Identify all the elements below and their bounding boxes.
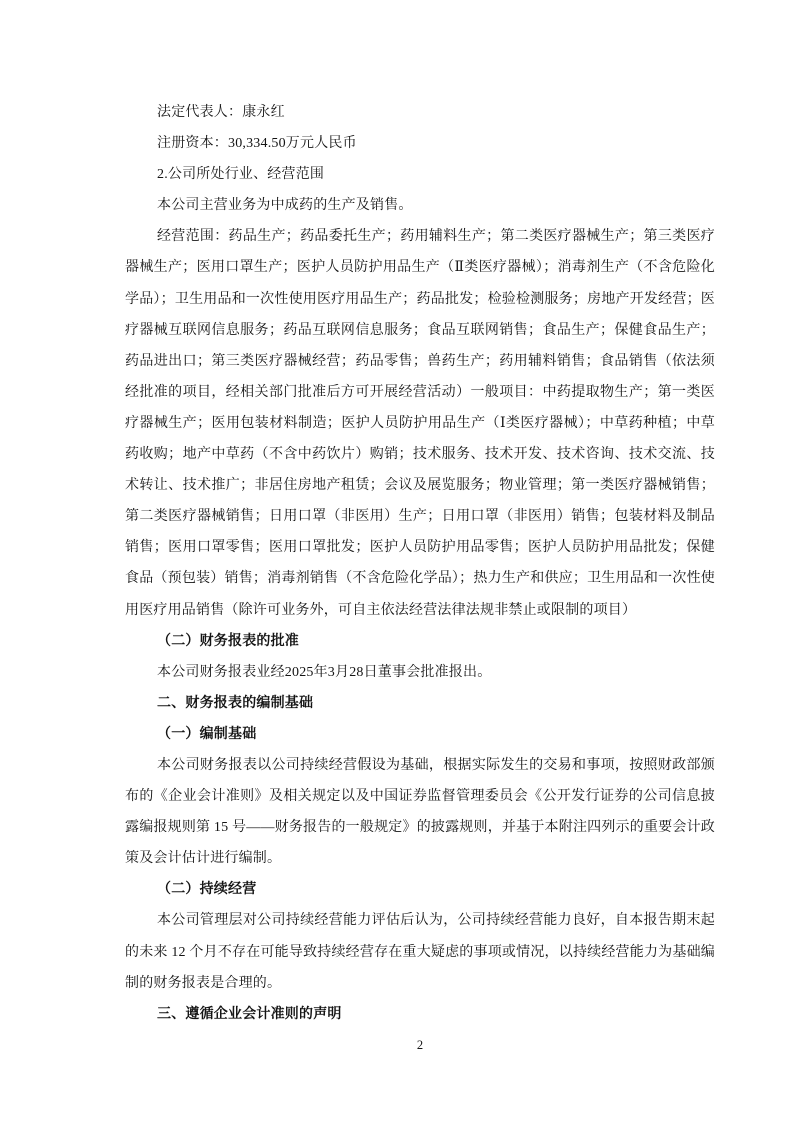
paragraph: 法定代表人：康永红	[157, 105, 285, 120]
paragraph: 经营范围：药品生产；药品委托生产；药用辅料生产；第二类医疗器械生产；第三类医疗器械生产；医用口罩生产；医护人员防护用品生产（Ⅱ类医疗器械）；消毒剂生产（不含危险化学品）；卫生用品和一次性使用医疗用品生产；药品批发；检验检测服务；房地产开发经营；医疗器械互联网信息服务；药品互联网信息服务；食品互联网销售；食品生产；保健食品生产；药品进出口；第三类医疗器械经营；药品零售；兽药生产；药用辅料销售；食品销售（依法须经批准的项目，经相关部门批准后方可开展经营活动）一般项目：中药提取物生产；第一类医疗器械生产；医用包装材料制造；医护人员防护用品生产（Ⅰ类医疗器械）；中草药种植；中草药收购；地产中草药（不含中药饮片）购销；技术服务、技术开发、技术咨询、技术交流、技术转让、技术推广；非居住房地产租赁；会议及展览服务；物业管理；第一类医疗器械销售；第二类医疗器械销售；日用口罩（非医用）生产；日用口罩（非医用）销售；包装材料及制品销售；医用口罩零售；医用口罩批发；医护人员防护用品零售；医护人员防护用品批发；保健食品（预包装）销售；消毒剂销售（不含危险化学品）；热力生产和供应；卫生用品和一次性使用医疗用品销售（除许可业务外，可自主依法经营法律法规非禁止或限制的项目）	[125, 229, 715, 618]
paragraph: 本公司管理层对公司持续经营能力评估后认为，公司持续经营能力良好，自本报告期末起的未来 12 个月不存在可能导致持续经营存在重大疑虑的事项或情况，以持续经营能力为基础编制的财务报表是合理的。	[125, 913, 715, 991]
section-heading: （一）编制基础	[157, 726, 257, 742]
paragraph: 注册资本：30,334.50万元人民币	[157, 136, 357, 152]
section-heading: （二）财务报表的批准	[157, 633, 299, 649]
paragraph: 2.公司所处行业、经营范围	[157, 167, 325, 183]
section-heading: 二、财务报表的编制基础	[157, 695, 314, 711]
paragraph: 本公司主营业务为中成药的生产及销售。	[157, 198, 413, 214]
page-footer	[125, 1035, 715, 1055]
paragraph: 本公司财务报表业经2025年3月28日董事会批准报出。	[157, 664, 492, 680]
paragraph: 本公司财务报表以公司持续经营假设为基础，根据实际发生的交易和事项，按照财政部颁布的《企业会计准则》及相关规定以及中国证券监督管理委员会《公开发行证券的公司信息披露编报规则第 15 号——财务报告的一般规定》的披露规则，并基于本附注四列示的重要会计政策及会计估计进行编制。	[125, 757, 715, 867]
page-number: 2	[416, 1038, 424, 1052]
document-body	[125, 97, 715, 1030]
section-heading: 三、遵循企业会计准则的声明	[157, 1006, 342, 1022]
section-heading: （二）持续经营	[157, 882, 257, 898]
